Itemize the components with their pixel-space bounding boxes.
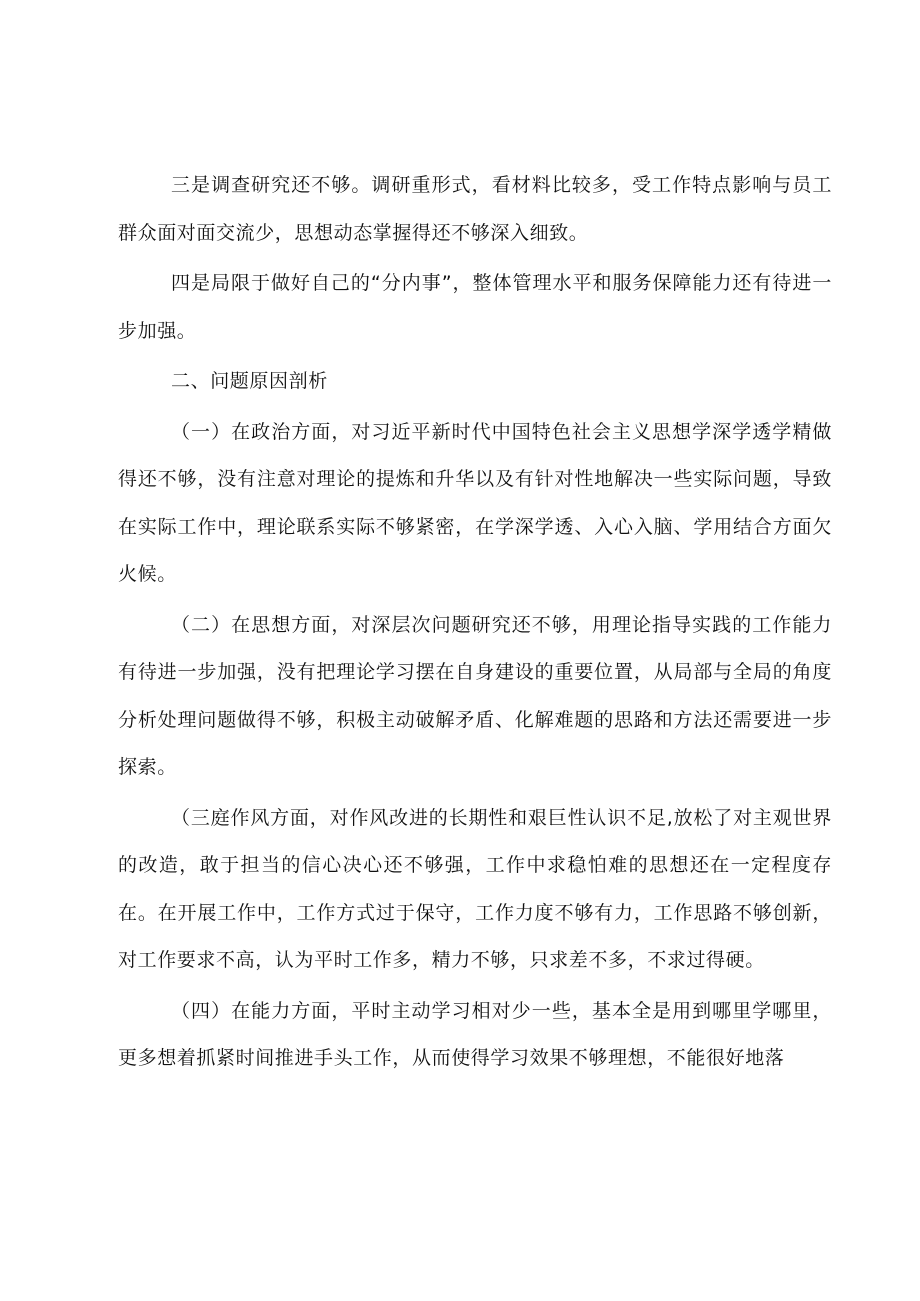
paragraph-duties: 四是局限于做好自己的“分内事”，整体管理水平和服务保障能力还有待进一步加强。 [118, 272, 832, 342]
paragraph-research: 三是调查研究还不够。调研重形式，看材料比较多，受工作特点影响与员工群众面对面交流少，思想动态掌握得还不够深入细致。 [118, 174, 832, 244]
paragraph-work-style: （三庭作风方面，对作风改进的长期性和艰巨性认识不足,放松了对主观世界的改造，敢于担当的信心决心还不够强，工作中求稳怕难的思想还在一定程度存在。在开展工作中，工作方式过于保守，工作力度不够有力，工作思路不够创新，对工作要求不高，认为平时工作多，精力不够，只求差不多，不求过得硬。 [118, 806, 832, 971]
paragraph-ability: （四）在能力方面，平时主动学习相对少一些，基本全是用到哪里学哪里，更多想着抓紧时间推进手头工作，从而使得学习效果不够理想，不能很好地落 [118, 999, 832, 1069]
section-heading: 二、问题原因剖析 [171, 370, 328, 392]
paragraph-ideological: （二）在思想方面，对深层次问题研究还不够，用理论指导实践的工作能力有待进一步加强，没有把理论学习摆在自身建设的重要位置，从局部与全局的角度分析处理问题做得不够，积极主动破解矛盾、化解难题的思路和方法还需要进一步探索。 [118, 613, 832, 778]
paragraph-political: （一）在政治方面，对习近平新时代中国特色社会主义思想学深学透学精做得还不够，没有注意对理论的提炼和升华以及有针对性地解决一些实际问题，导致在实际工作中，理论联系实际不够紧密，在学深学透、入心入脑、学用结合方面欠火候。 [118, 420, 832, 585]
document-body [118, 162, 832, 1086]
